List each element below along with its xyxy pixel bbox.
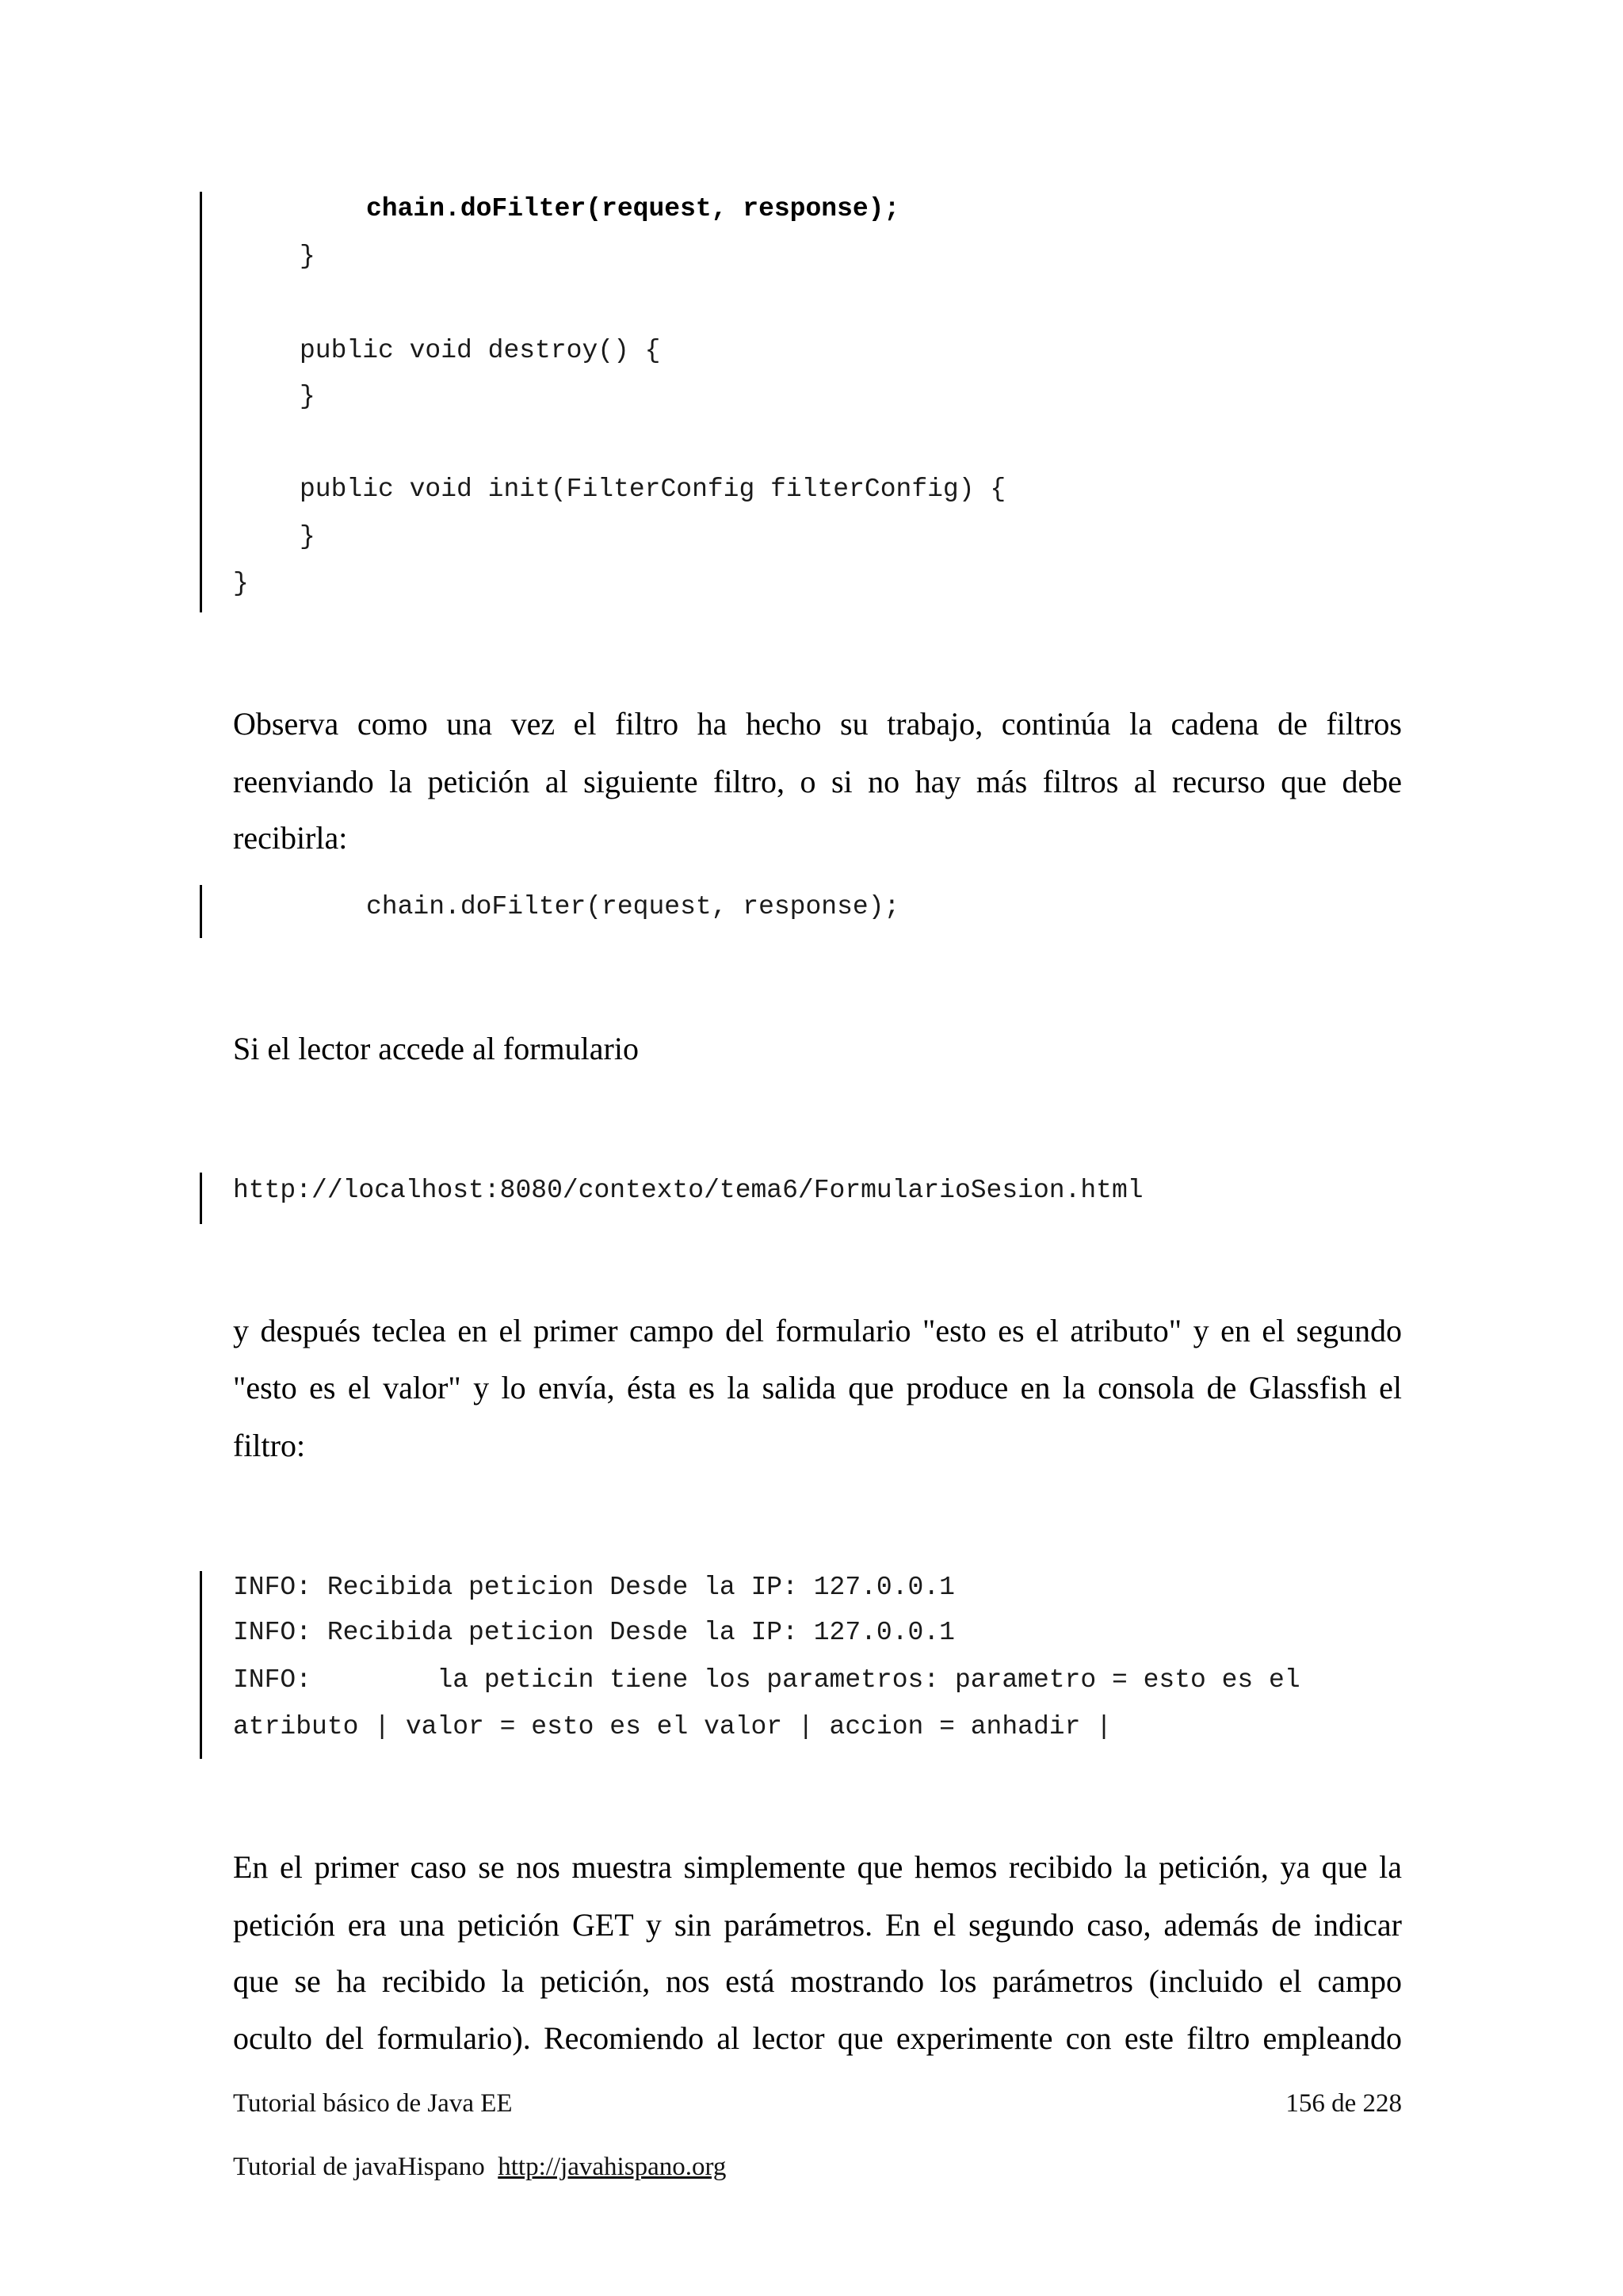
paragraph-4-line-4: oculto del formulario). Recomiendo al lector que experimente con este filtro empleando [233, 2020, 1402, 2056]
log-line-4: atributo | valor = esto es el valor | accion = anhadir | [233, 1712, 1112, 1741]
code-line-class-close-brace: } [233, 569, 249, 598]
footer-credit: Tutorial de javaHispano [233, 2153, 485, 2181]
code-line-close-brace: } [300, 382, 315, 411]
log-line-3: INFO: la peticin tiene los parametros: parametro = esto es el [233, 1665, 1300, 1695]
paragraph-1-line-1: Observa como una vez el filtro ha hecho su trabajo, continúa la cadena de filtros [233, 706, 1402, 742]
paragraph-3-line-3: filtro: [233, 1428, 306, 1463]
code-line-init: public void init(FilterConfig filterConfig) { [300, 475, 1006, 504]
paragraph-4-line-1: En el primer caso se nos muestra simplemente que hemos recibido la petición, ya que la [233, 1849, 1402, 1885]
code-line-close-brace: } [300, 522, 315, 551]
footer-title: Tutorial básico de Java EE [233, 2089, 513, 2118]
code-block-2-bar [200, 885, 202, 938]
url-block-bar [200, 1173, 202, 1224]
paragraph-4-line-3: que se ha recibido la petición, nos está mostrando los parámetros (incluido el campo [233, 1963, 1402, 1999]
code-block-1-bar [200, 192, 202, 612]
code-line-dofilter: chain.doFilter(request, response); [366, 892, 900, 921]
footer-credit-line [233, 2151, 726, 2183]
paragraph-3-line-1: y después teclea en el primer campo del formulario "esto es el atributo" y en el segundo [233, 1313, 1402, 1348]
paragraph-1-line-3: recibirla: [233, 820, 348, 856]
javahispano-link[interactable]: http://javahispano.org [498, 2153, 727, 2181]
paragraph-3-line-2: "esto es el valor" y lo envía, ésta es la salida que produce en la consola de Glassfish el [233, 1370, 1402, 1405]
paragraph-4-line-2: petición era una petición GET y sin parámetros. En el segundo caso, además de indicar [233, 1907, 1402, 1943]
code-line-destroy: public void destroy() { [300, 336, 661, 365]
paragraph-1-line-2: reenviando la petición al siguiente filtro, o si no hay más filtros al recurso que debe [233, 764, 1402, 799]
log-line-1: INFO: Recibida peticion Desde la IP: 127.0.0.1 [233, 1573, 955, 1602]
code-line-dofilter-bold: chain.doFilter(request, response); [366, 194, 900, 223]
log-line-2: INFO: Recibida peticion Desde la IP: 127.0.0.1 [233, 1618, 955, 1647]
page-number: 156 de 228 [1285, 2089, 1402, 2118]
code-line-close-brace: } [300, 242, 315, 271]
form-url-text: http://localhost:8080/contexto/tema6/FormularioSesion.html [233, 1176, 1144, 1205]
paragraph-2: Si el lector accede al formulario [233, 1031, 639, 1066]
log-block-bar [200, 1571, 202, 1759]
